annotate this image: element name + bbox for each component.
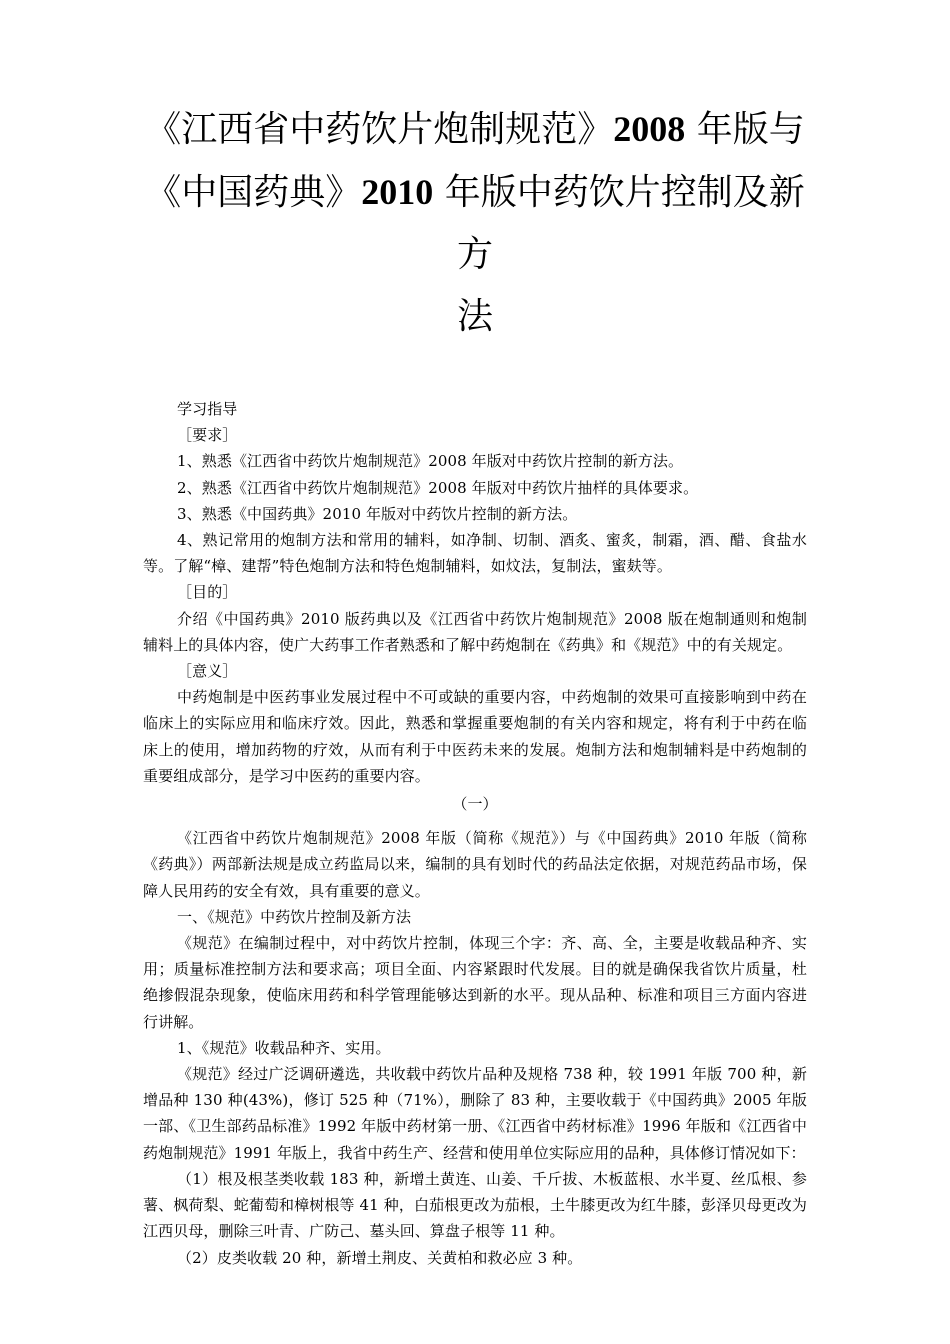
requirement-item-3: 3、熟悉《中国药典》2010 年版对中药饮片控制的新方法。 bbox=[177, 504, 578, 523]
requirement-item-4: 4、熟记常用的炮制方法和常用的辅料，如净制、切制、酒炙、蜜炙，制霜，酒、醋、食盐水等。了解“樟、建帮”特色炮制方法和特色炮制辅料，如炆法，复制法，蜜麸等。 bbox=[143, 531, 807, 576]
significance-paragraph: 中药炮制是中医药事业发展过程中不可或缺的重要内容，中药炮制的效果可直接影响到中药在临床上的实际应用和临床疗效。因此，熟悉和掌握重要炮制的有关内容和规定，将有利于中药在临床上的使用，增加药物的疗效，从而有利于中医药未来的发展。炮制方法和炮制辅料是中药炮制的重要组成部分，是学习中医药的重要内容。 bbox=[143, 688, 807, 785]
section-heading-1: 一、《规范》中药饮片控制及新方法 bbox=[177, 907, 412, 926]
requirement-item-1: 1、熟悉《江西省中药饮片炮制规范》2008 年版对中药饮片控制的新方法。 bbox=[177, 452, 684, 471]
part-heading-one: （一） bbox=[452, 795, 498, 814]
title-line-3: 法 bbox=[456, 296, 493, 337]
intro-paragraph: 《江西省中药饮片炮制规范》2008 年版（简称《规范》）与《中国药典》2010 年版（简称《药典》）两部新法规是成立药监局以来，编制的具有划时代的药品法定依据，对规范药品市场，保障人民用药的安全有效，具有重要的意义。 bbox=[143, 829, 807, 900]
document-title bbox=[143, 98, 807, 348]
purpose-paragraph: 介绍《中国药典》2010 版药典以及《江西省中药饮片炮制规范》2008 版在炮制通则和炮制辅料上的具体内容，使广大药事工作者熟悉和了解中药炮制在《药典》和《规范》中的有关规定。 bbox=[143, 609, 807, 654]
list-item-roots: （1）根及根茎类收载 183 种，新增土黄连、山姜、千斤拔、木板蓝根、水半夏、丝瓜根、参薯、枫荷梨、蛇葡萄和樟树根等 41 种，白茄根更改为茄根，土牛膝更改为红牛膝，彭泽贝母更改为江西贝母，删除三叶青、广防己、墓头回、算盘子根等 11 种。 bbox=[143, 1169, 807, 1241]
list-item-bark: （2）皮类收载 20 种，新增土荆皮、关黄柏和救必应 3 种。 bbox=[177, 1248, 583, 1267]
subsection-1-paragraph: 《规范》经过广泛调研遴选，共收载中药饮片品种及规格 738 种，较 1991 年版 700 种，新增品种 130 种(43%)，修订 525 种（71%），删除了 83 种，主要收载于《中国药典》2005 年版一部、《卫生部药品标准》1992 年版中药材第一册、《江西省中药材标准》1996 年版和《江西省中药炮制规范》1991 年版上，我省中药生产、经营和使用单位实际应用的品种，具体修订情况如下： bbox=[143, 1065, 807, 1162]
title-line-1: 《江西省中药饮片炮制规范》2008 年版与 bbox=[145, 109, 805, 150]
section-1-paragraph: 《规范》在编制过程中，对中药饮片控制，体现三个字：齐、高、全，主要是收载品种齐、实用；质量标准控制方法和要求高；项目全面、内容紧跟时代发展。目的就是确保我省饮片质量，杜绝掺假混杂现象，使临床用药和科学管理能够达到新的水平。现从品种、标准和项目三方面内容进行讲解。 bbox=[143, 934, 807, 1031]
subsection-heading-1: 1、《规范》收载品种齐、实用。 bbox=[177, 1038, 391, 1057]
label-purpose: ［目的］ bbox=[177, 583, 238, 602]
section-heading-study-guide: 学习指导 bbox=[177, 400, 238, 418]
label-significance: ［意义］ bbox=[177, 662, 238, 681]
label-requirements: ［要求］ bbox=[177, 426, 238, 445]
requirement-item-2: 2、熟悉《江西省中药饮片炮制规范》2008 年版对中药饮片抽样的具体要求。 bbox=[177, 478, 699, 497]
title-line-2: 《中国药典》2010 年版中药饮片控制及新方 bbox=[145, 172, 805, 275]
